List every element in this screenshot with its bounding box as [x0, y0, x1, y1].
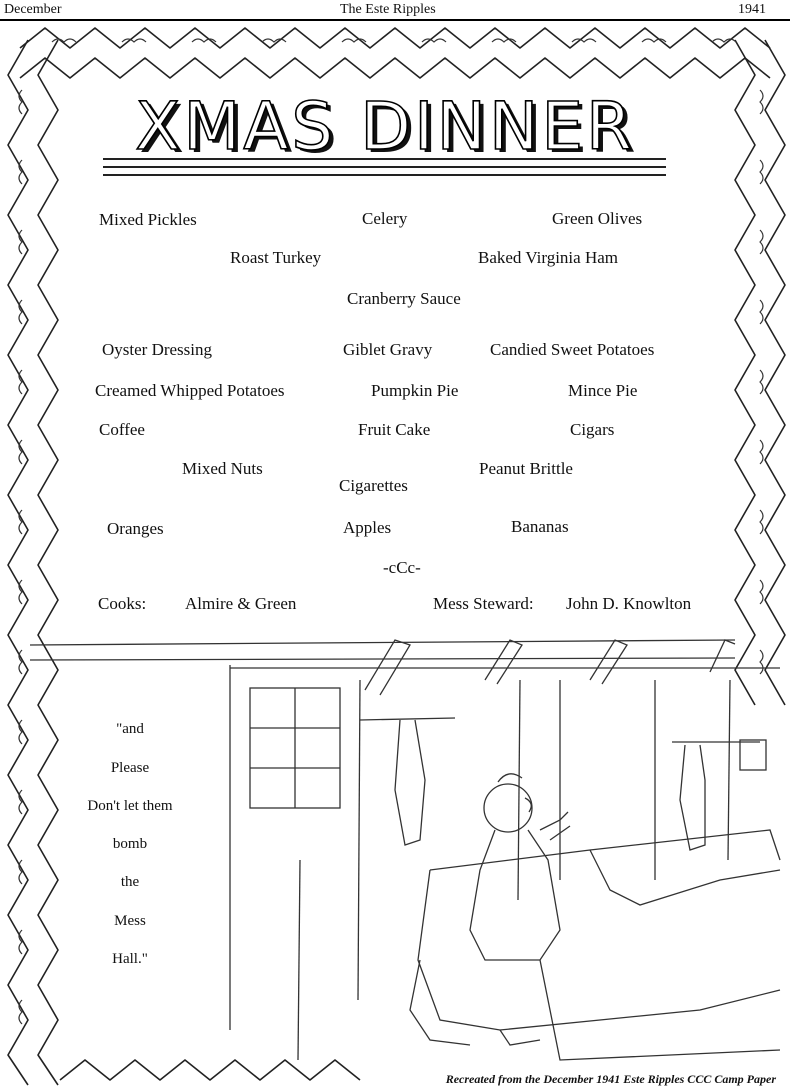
menu-item: Mince Pie [568, 381, 638, 400]
caption-line: Mess [114, 913, 146, 929]
menu-item: Roast Turkey [230, 248, 322, 267]
caption-line: Please [110, 760, 150, 776]
menu-item: Baked Virginia Ham [478, 248, 618, 267]
caption-line: the [120, 874, 140, 890]
caption-line: Hall." [112, 951, 148, 967]
caption-line: bomb [112, 836, 148, 852]
page-title: XMAS DINNER [135, 88, 635, 165]
cooks-names: Almire & Green [185, 594, 297, 613]
menu-item: Apples [343, 518, 392, 537]
menu-item: Giblet Gravy [343, 340, 433, 359]
menu-item: Green Olives [552, 209, 643, 228]
menu-item: Oyster Dressing [102, 340, 213, 359]
header-month: December [4, 2, 62, 17]
caption-line: Don't let them [87, 798, 173, 814]
menu-item: Mixed Pickles [99, 210, 197, 229]
menu-divider: -cCc- [383, 558, 421, 577]
caption-line: "and [116, 721, 144, 737]
menu-item: Cigars [570, 420, 615, 439]
header-year: 1941 [738, 2, 766, 17]
cooks-label: Cooks: [98, 594, 147, 613]
menu-item: Cigarettes [339, 476, 408, 495]
footer-credit: Recreated from the December 1941 Este Ripples CCC Camp Paper [445, 1072, 776, 1086]
menu-item: Fruit Cake [358, 420, 431, 439]
menu-item: Celery [362, 209, 408, 228]
header-paper-name: The Este Ripples [340, 2, 436, 17]
menu-item: Mixed Nuts [182, 459, 263, 478]
menu-item: Peanut Brittle [479, 459, 573, 478]
menu-item: Pumpkin Pie [371, 381, 459, 400]
menu-item: Creamed Whipped Potatoes [95, 381, 285, 400]
menu-item: Cranberry Sauce [347, 289, 461, 308]
menu-item: Candied Sweet Potatoes [490, 340, 655, 359]
menu-item: Bananas [511, 517, 569, 536]
steward-name: John D. Knowlton [566, 594, 692, 613]
menu-item: Oranges [107, 519, 164, 538]
menu-item: Coffee [99, 420, 145, 439]
steward-label: Mess Steward: [433, 594, 534, 613]
